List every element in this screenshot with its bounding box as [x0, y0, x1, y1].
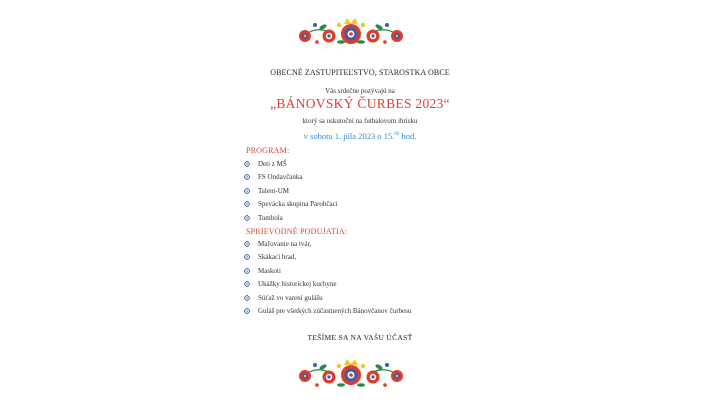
diamond-bullet-icon	[244, 281, 250, 287]
location-text: ktorý sa uskutoční na futbalovom ihrisku	[302, 117, 418, 125]
event-date	[0, 131, 720, 141]
event-title: „BÁNOVSKÝ ČURBES 2023“	[270, 96, 450, 111]
accompanying-events-heading: SPRIEVODNÉ PODUJATIA:	[246, 227, 348, 236]
list-item	[244, 198, 338, 212]
list-item	[244, 237, 411, 251]
list-item	[244, 278, 411, 292]
diamond-bullet-icon	[244, 268, 250, 274]
date-text: v sobotu 1. júla 2023 o 15.	[303, 131, 395, 141]
diamond-bullet-icon	[244, 254, 250, 260]
program-list	[244, 157, 338, 225]
list-item-label: Maľovanie na tvár,	[258, 239, 312, 248]
list-item	[244, 184, 338, 198]
date-suffix: hod.	[399, 131, 417, 141]
date-minutes: 00	[394, 132, 400, 137]
list-item-label: Ukážky historickej kuchyne	[258, 280, 337, 289]
accompanying-events-list	[244, 237, 411, 318]
invite-text: Vás srdečne pozývajú na	[325, 87, 395, 95]
closing-line: TEŠÍME SA NA VAŠU ÚČASŤ	[307, 333, 413, 342]
diamond-bullet-icon	[244, 215, 250, 221]
diamond-bullet-icon	[244, 241, 250, 247]
diamond-bullet-icon	[244, 161, 250, 167]
list-item-label: Guláš pre všetkých zúčastnených Bánovčanov čurbesu	[258, 307, 412, 316]
list-item	[244, 211, 338, 225]
diamond-bullet-icon	[244, 295, 250, 301]
diamond-bullet-icon	[244, 188, 250, 194]
list-item	[244, 171, 338, 185]
list-item-label: Skákací hrad,	[258, 253, 297, 262]
list-item-label: Maskoti	[258, 266, 281, 275]
program-heading: PROGRAM:	[246, 146, 290, 155]
diamond-bullet-icon	[244, 174, 250, 180]
diamond-bullet-icon	[244, 201, 250, 207]
folk-flower-ornament-icon	[295, 358, 407, 390]
list-item	[244, 264, 411, 278]
list-item	[244, 157, 338, 171]
list-item	[244, 305, 411, 319]
diamond-bullet-icon	[244, 308, 250, 314]
list-item-label: Súťaž vo varení gulášu	[258, 293, 323, 302]
list-item-label: Talent-UM	[258, 186, 290, 195]
list-item-label: Spevácka skupina Parobčaci	[258, 200, 338, 209]
organizer-line: OBECNÉ ZASTUPITEĽSTVO, STAROSTKA OBCE	[270, 68, 450, 77]
list-item	[244, 291, 411, 305]
list-item-label: FS Ondavčanka	[258, 173, 303, 182]
folk-flower-ornament-icon	[295, 16, 407, 48]
list-item-label: Tombola	[258, 213, 283, 222]
list-item	[244, 251, 411, 265]
list-item-label: Deti z MŠ	[258, 159, 287, 168]
